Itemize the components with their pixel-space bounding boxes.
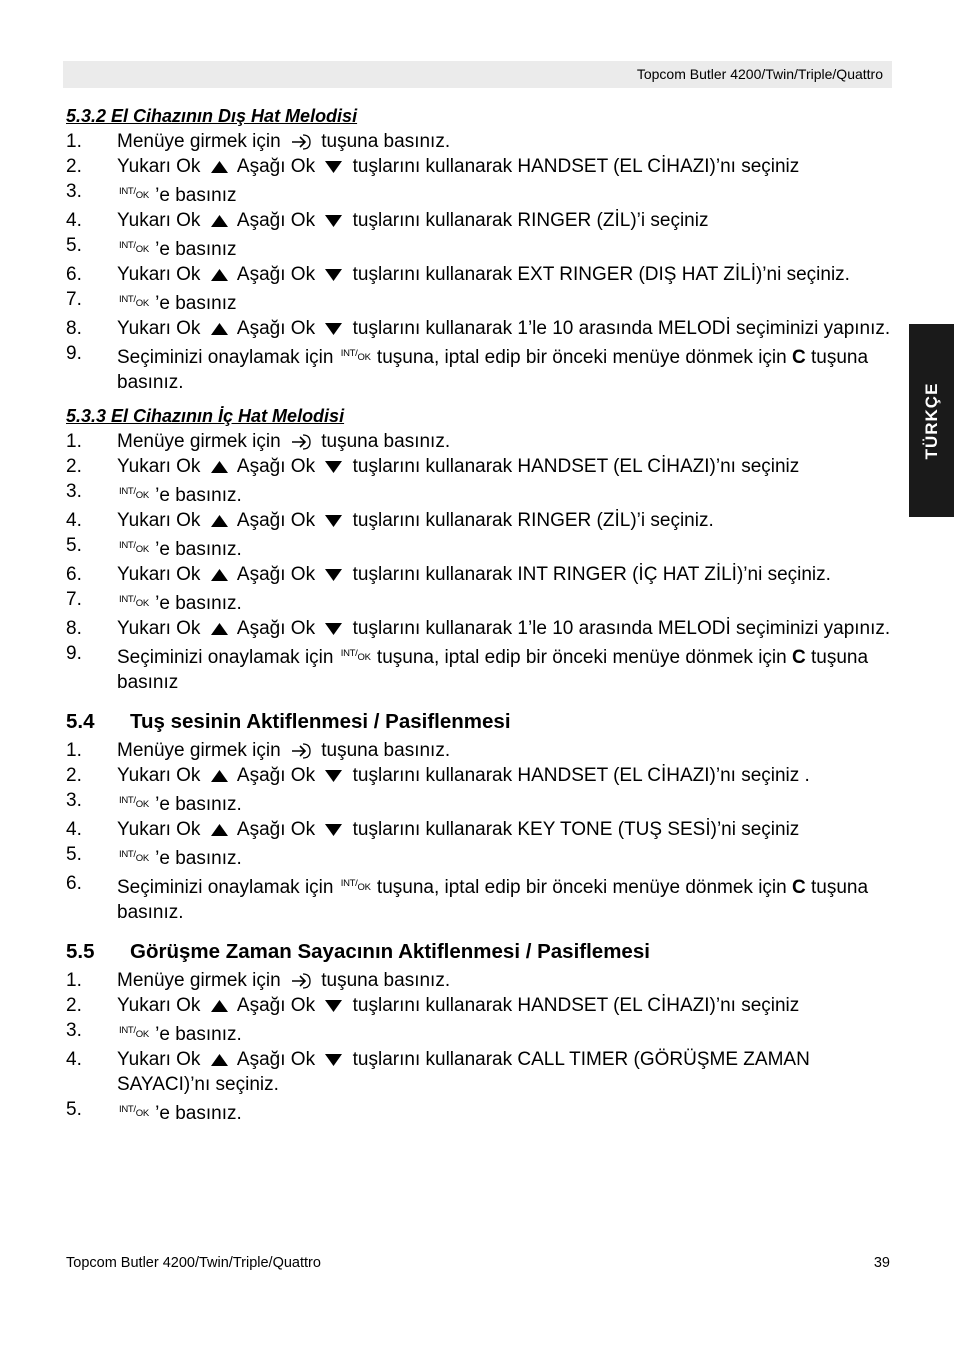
step-number: 4.	[66, 1049, 82, 1070]
menu-key-icon	[290, 742, 312, 760]
header-bar	[63, 61, 892, 88]
list-item	[66, 871, 896, 925]
int-ok-key-icon-ok: OK	[135, 598, 149, 609]
step-text-segment: tuşlarını kullanarak KEY TONE (TUŞ SESİ)’ni seçiniz	[347, 819, 800, 840]
list-item	[66, 842, 896, 871]
arrow-up-icon	[210, 460, 229, 474]
list-item	[66, 993, 896, 1018]
list-item	[66, 129, 896, 154]
step-text-segment: ’e basınız	[149, 185, 237, 206]
step-number: 3.	[66, 1020, 82, 1041]
list-item	[66, 641, 896, 695]
step-text-segment: tuşuna basınız	[117, 647, 869, 693]
arrow-down-icon	[324, 999, 343, 1013]
list-item	[66, 587, 896, 616]
menu-key-icon	[290, 433, 312, 451]
step-text	[117, 508, 896, 533]
step-text	[117, 1047, 896, 1097]
arrow-down-icon	[324, 823, 343, 837]
step-text	[117, 262, 896, 287]
section-title-text: Görüşme Zaman Sayacının Aktiflenmesi / Pasiflemesi	[130, 940, 650, 963]
arrow-down-icon	[324, 460, 343, 474]
step-text	[117, 993, 896, 1018]
step-text	[117, 1018, 896, 1047]
step-text	[117, 129, 896, 154]
key-letter: C	[792, 647, 806, 668]
step-number: 1.	[66, 131, 82, 152]
step-text-segment: tuşlarını kullanarak INT RINGER (İÇ HAT ZİLİ)’ni seçiniz.	[347, 564, 831, 585]
step-text-segment: Yukarı Ok	[117, 264, 206, 285]
list-item	[66, 316, 896, 341]
step-text-segment: Seçiminizi onaylamak için	[117, 347, 339, 368]
step-number: 6.	[66, 264, 82, 285]
step-text-segment: Aşağı Ok	[232, 618, 321, 639]
step-text-segment: Menüye girmek için	[117, 740, 286, 761]
section-title-text: Tuş sesinin Aktiflenmesi / Pasiflenmesi	[130, 710, 511, 733]
int-ok-key-icon: INT/OK	[119, 594, 149, 609]
arrow-down-icon	[324, 1053, 343, 1067]
int-ok-key-icon: INT/OK	[340, 348, 371, 363]
int-ok-key-icon-int: INT	[119, 486, 134, 497]
step-text-segment: ’e basınız.	[149, 593, 242, 614]
list-item	[66, 454, 896, 479]
step-text	[117, 562, 896, 587]
step-text	[117, 817, 896, 842]
step-text-segment: Yukarı Ok	[117, 156, 206, 177]
subsection-title: 5.3.2 El Cihazının Dış Hat Melodisi	[66, 106, 358, 126]
section-title	[66, 939, 896, 964]
step-text	[117, 454, 896, 479]
menu-key-icon	[290, 972, 312, 990]
step-text-segment: tuşuna, iptal edip bir önceki menüye dönmek için	[371, 647, 792, 668]
step-list	[66, 129, 896, 395]
step-number: 4.	[66, 210, 82, 231]
arrow-up-icon	[210, 214, 229, 228]
step-text-segment: Menüye girmek için	[117, 131, 286, 152]
step-text-segment: Aşağı Ok	[232, 156, 321, 177]
int-ok-key-icon-ok: OK	[135, 1029, 149, 1040]
list-item	[66, 1097, 896, 1126]
step-text-segment: tuşuna basınız.	[117, 347, 869, 393]
arrow-up-icon	[210, 160, 229, 174]
list-item	[66, 341, 896, 395]
int-ok-key-icon-int: INT	[340, 348, 356, 359]
arrow-down-icon	[324, 214, 343, 228]
section-number: 5.4	[66, 710, 95, 733]
step-text-segment: Aşağı Ok	[232, 210, 321, 231]
step-list	[66, 429, 896, 695]
list-item	[66, 738, 896, 763]
int-ok-key-icon-ok: OK	[135, 1108, 149, 1119]
list-item	[66, 788, 896, 817]
arrow-up-icon	[210, 568, 229, 582]
list-item	[66, 1018, 896, 1047]
step-text-segment: tuşlarını kullanarak HANDSET (EL CİHAZI)’nı seçiniz	[347, 456, 800, 477]
step-text	[117, 533, 896, 562]
language-tab	[909, 324, 954, 517]
header-title: Topcom Butler 4200/Twin/Triple/Quattro	[636, 66, 883, 82]
step-number: 1.	[66, 740, 82, 761]
int-ok-key-icon-ok: OK	[357, 652, 371, 663]
step-text-segment: Yukarı Ok	[117, 210, 206, 231]
step-text	[117, 287, 896, 316]
step-text-segment: tuşlarını kullanarak HANDSET (EL CİHAZI)’nı seçiniz	[347, 995, 800, 1016]
step-text-segment: Aşağı Ok	[232, 819, 321, 840]
list-item	[66, 817, 896, 842]
list-item	[66, 533, 896, 562]
arrow-down-icon	[324, 268, 343, 282]
step-number: 9.	[66, 343, 82, 364]
step-text-segment: tuşlarını kullanarak CALL TIMER (GÖRÜŞME ZAMAN SAYACI)’nı seçiniz.	[117, 1049, 810, 1095]
step-text-segment: Seçiminizi onaylamak için	[117, 647, 339, 668]
step-text-segment: tuşlarını kullanarak 1’le 10 arasında MELODİ seçiminizi yapınız.	[347, 318, 891, 339]
int-ok-key-icon-int: INT	[119, 594, 134, 605]
step-list	[66, 968, 896, 1126]
step-number: 2.	[66, 995, 82, 1016]
arrow-up-icon	[210, 322, 229, 336]
int-ok-key-icon: INT/OK	[119, 294, 149, 309]
arrow-up-icon	[210, 999, 229, 1013]
step-number: 9.	[66, 643, 82, 664]
step-text-segment: tuşlarını kullanarak RINGER (ZİL)’i seçiniz.	[347, 510, 714, 531]
int-ok-key-icon: INT/OK	[119, 486, 149, 501]
section-title	[66, 709, 896, 734]
step-text-segment: Menüye girmek için	[117, 970, 286, 991]
key-letter: C	[792, 347, 806, 368]
step-text-segment: Yukarı Ok	[117, 318, 206, 339]
step-text-segment: ’e basınız	[149, 239, 237, 260]
int-ok-key-icon-ok: OK	[135, 190, 149, 201]
int-ok-key-icon-int: INT	[119, 1104, 134, 1115]
arrow-up-icon	[210, 622, 229, 636]
arrow-down-icon	[324, 322, 343, 336]
list-item	[66, 429, 896, 454]
step-text-segment: Aşağı Ok	[232, 456, 321, 477]
step-text	[117, 871, 896, 925]
step-text	[117, 208, 896, 233]
list-item	[66, 233, 896, 262]
step-text-segment: ’e basınız	[149, 293, 237, 314]
step-number: 7.	[66, 289, 82, 310]
step-number: 2.	[66, 456, 82, 477]
step-text	[117, 179, 896, 208]
list-item	[66, 508, 896, 533]
step-text	[117, 641, 896, 695]
step-text-segment: tuşuna basınız.	[117, 877, 869, 923]
step-number: 3.	[66, 481, 82, 502]
list-item	[66, 154, 896, 179]
step-text-segment: tuşlarını kullanarak HANDSET (EL CİHAZI)’nı seçiniz .	[347, 765, 810, 786]
step-text	[117, 341, 896, 395]
step-text-segment: Menüye girmek için	[117, 431, 286, 452]
step-text-segment: tuşlarını kullanarak EXT RINGER (DIŞ HAT ZİLİ)’ni seçiniz.	[347, 264, 850, 285]
int-ok-key-icon: INT/OK	[119, 849, 149, 864]
step-text-segment: Yukarı Ok	[117, 995, 206, 1016]
step-text	[117, 788, 896, 817]
step-text-segment: tuşuna basınız.	[315, 970, 451, 991]
arrow-up-icon	[210, 268, 229, 282]
step-text-segment: Yukarı Ok	[117, 618, 206, 639]
int-ok-key-icon: INT/OK	[119, 540, 149, 555]
step-text-segment: tuşuna basınız.	[315, 740, 451, 761]
step-text-segment: tuşuna basınız.	[315, 431, 451, 452]
key-letter: C	[792, 877, 806, 898]
step-text-segment: ’e basınız.	[149, 794, 242, 815]
section-number: 5.5	[66, 940, 95, 963]
step-number: 8.	[66, 318, 82, 339]
int-ok-key-icon-int: INT	[340, 648, 356, 659]
step-number: 3.	[66, 790, 82, 811]
int-ok-key-icon-int: INT	[119, 186, 134, 197]
int-ok-key-icon: INT/OK	[340, 648, 371, 663]
int-ok-key-icon: INT/OK	[119, 1025, 149, 1040]
step-text	[117, 738, 896, 763]
list-item	[66, 968, 896, 993]
int-ok-key-icon: INT/OK	[119, 1104, 149, 1119]
step-text-segment: Aşağı Ok	[232, 510, 321, 531]
step-text-segment: Aşağı Ok	[232, 765, 321, 786]
step-text	[117, 429, 896, 454]
step-text	[117, 763, 896, 788]
int-ok-key-icon: INT/OK	[119, 240, 149, 255]
arrow-down-icon	[324, 622, 343, 636]
list-item	[66, 562, 896, 587]
step-text-segment: Yukarı Ok	[117, 456, 206, 477]
step-number: 4.	[66, 510, 82, 531]
subsection-title: 5.3.3 El Cihazının İç Hat Melodisi	[66, 406, 345, 426]
step-text-segment: Aşağı Ok	[232, 1049, 321, 1070]
step-text-segment: tuşlarını kullanarak 1’le 10 arasında MELODİ seçiminizi yapınız.	[347, 618, 891, 639]
page-number: 39	[873, 1255, 890, 1271]
step-text-segment: ’e basınız.	[149, 539, 242, 560]
list-item	[66, 1047, 896, 1097]
step-text-segment: Seçiminizi onaylamak için	[117, 877, 339, 898]
arrow-down-icon	[324, 769, 343, 783]
int-ok-key-icon-ok: OK	[135, 544, 149, 555]
step-text-segment: tuşlarını kullanarak RINGER (ZİL)’i seçiniz	[347, 210, 709, 231]
step-number: 1.	[66, 431, 82, 452]
language-tab-label: TÜRKÇE	[921, 382, 941, 459]
step-number: 2.	[66, 156, 82, 177]
step-text-segment: ’e basınız.	[149, 1024, 242, 1045]
list-item	[66, 479, 896, 508]
int-ok-key-icon: INT/OK	[119, 186, 149, 201]
step-text	[117, 233, 896, 262]
int-ok-key-icon-int: INT	[119, 240, 134, 251]
step-text-segment: Yukarı Ok	[117, 564, 206, 585]
step-text-segment: Yukarı Ok	[117, 765, 206, 786]
list-item	[66, 616, 896, 641]
step-number: 3.	[66, 181, 82, 202]
int-ok-key-icon-ok: OK	[135, 244, 149, 255]
step-text-segment: tuşuna, iptal edip bir önceki menüye dönmek için	[371, 347, 792, 368]
step-number: 6.	[66, 564, 82, 585]
arrow-down-icon	[324, 568, 343, 582]
step-number: 2.	[66, 765, 82, 786]
arrow-up-icon	[210, 823, 229, 837]
step-number: 7.	[66, 589, 82, 610]
step-text	[117, 842, 896, 871]
step-text-segment: tuşuna, iptal edip bir önceki menüye dönmek için	[371, 877, 792, 898]
step-number: 1.	[66, 970, 82, 991]
step-number: 5.	[66, 235, 82, 256]
list-item	[66, 763, 896, 788]
int-ok-key-icon-ok: OK	[135, 799, 149, 810]
step-text	[117, 616, 896, 641]
int-ok-key-icon-ok: OK	[357, 352, 371, 363]
list-item	[66, 287, 896, 316]
step-number: 6.	[66, 873, 82, 894]
arrow-up-icon	[210, 514, 229, 528]
step-text-segment: ’e basınız.	[149, 1103, 242, 1124]
footer-title: Topcom Butler 4200/Twin/Triple/Quattro	[66, 1255, 321, 1271]
arrow-up-icon	[210, 1053, 229, 1067]
int-ok-key-icon-ok: OK	[357, 882, 371, 893]
int-ok-key-icon: INT/OK	[119, 795, 149, 810]
list-item	[66, 262, 896, 287]
int-ok-key-icon-int: INT	[119, 795, 134, 806]
step-number: 4.	[66, 819, 82, 840]
step-text	[117, 154, 896, 179]
step-text-segment: tuşuna basınız.	[315, 131, 451, 152]
list-item	[66, 179, 896, 208]
step-text	[117, 479, 896, 508]
step-text-segment: ’e basınız.	[149, 485, 242, 506]
arrow-down-icon	[324, 160, 343, 174]
list-item	[66, 208, 896, 233]
step-text-segment: Aşağı Ok	[232, 318, 321, 339]
step-text-segment: Aşağı Ok	[232, 564, 321, 585]
step-text-segment: Yukarı Ok	[117, 1049, 206, 1070]
step-number: 8.	[66, 618, 82, 639]
menu-key-icon	[290, 133, 312, 151]
arrow-down-icon	[324, 514, 343, 528]
step-list	[66, 738, 896, 925]
int-ok-key-icon-ok: OK	[135, 853, 149, 864]
int-ok-key-icon-int: INT	[119, 540, 134, 551]
step-number: 5.	[66, 1099, 82, 1120]
step-text	[117, 316, 896, 341]
step-text-segment: Aşağı Ok	[232, 264, 321, 285]
step-text	[117, 587, 896, 616]
int-ok-key-icon-ok: OK	[135, 298, 149, 309]
step-text-segment: Yukarı Ok	[117, 819, 206, 840]
step-number: 5.	[66, 535, 82, 556]
int-ok-key-icon: INT/OK	[340, 878, 371, 893]
step-number: 5.	[66, 844, 82, 865]
int-ok-key-icon-int: INT	[119, 294, 134, 305]
int-ok-key-icon-int: INT	[119, 849, 134, 860]
int-ok-key-icon-int: INT	[340, 878, 356, 889]
arrow-up-icon	[210, 769, 229, 783]
step-text-segment: Aşağı Ok	[232, 995, 321, 1016]
step-text-segment: tuşlarını kullanarak HANDSET (EL CİHAZI)’nı seçiniz	[347, 156, 800, 177]
step-text-segment: ’e basınız.	[149, 848, 242, 869]
page-content	[66, 104, 896, 1135]
step-text	[117, 968, 896, 993]
step-text-segment: Yukarı Ok	[117, 510, 206, 531]
int-ok-key-icon-ok: OK	[135, 490, 149, 501]
step-text	[117, 1097, 896, 1126]
int-ok-key-icon-int: INT	[119, 1025, 134, 1036]
